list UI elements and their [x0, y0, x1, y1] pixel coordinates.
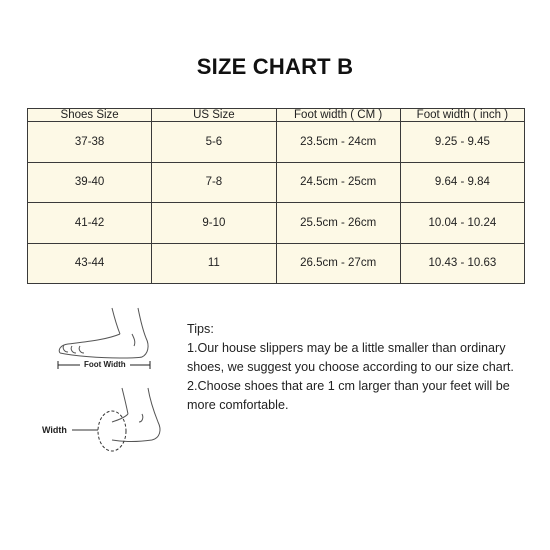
- size-chart-table: [27, 108, 525, 284]
- tips-line: 1.Our house slippers may be a little smaller than ordinary: [187, 341, 506, 355]
- cell-foot-width-inch: 9.25 - 9.45: [400, 122, 524, 163]
- tips-heading: Tips:: [187, 322, 214, 336]
- cell-foot-width-inch: 9.64 - 9.84: [400, 162, 524, 203]
- column-header-foot-width-inch: Foot width ( inch ): [400, 109, 524, 122]
- cell-shoes-size: 41-42: [28, 203, 152, 244]
- cell-foot-width-inch: 10.43 - 10.63: [400, 243, 524, 284]
- cell-shoes-size: 43-44: [28, 243, 152, 284]
- foot-width-label: Foot Width: [84, 360, 126, 369]
- tips-line: 2.Choose shoes that are 1 cm larger than your feet will be: [187, 379, 510, 393]
- table-row: [28, 122, 525, 163]
- column-header-foot-width-cm: Foot width ( CM ): [276, 109, 400, 122]
- cell-shoes-size: 39-40: [28, 162, 152, 203]
- foot-side-view-illustration: [72, 384, 172, 456]
- column-header-shoes-size: Shoes Size: [28, 109, 152, 122]
- cell-foot-width-cm: 24.5cm - 25cm: [276, 162, 400, 203]
- width-label: Width: [42, 425, 67, 435]
- tips-line: shoes, we suggest you choose according to our size chart.: [187, 360, 514, 374]
- cell-foot-width-cm: 23.5cm - 24cm: [276, 122, 400, 163]
- page-title: SIZE CHART B: [196, 54, 354, 79]
- tips-line: more comfortable.: [187, 398, 289, 412]
- table-row: [28, 203, 525, 244]
- cell-foot-width-cm: 25.5cm - 26cm: [276, 203, 400, 244]
- cell-us-size: 9-10: [152, 203, 276, 244]
- cell-us-size: 11: [152, 243, 276, 284]
- column-header-us-size: US Size: [152, 109, 276, 122]
- cell-foot-width-inch: 10.04 - 10.24: [400, 203, 524, 244]
- table-header-row: [28, 109, 525, 122]
- table-row: [28, 162, 525, 203]
- cell-shoes-size: 37-38: [28, 122, 152, 163]
- tips-section: [187, 320, 527, 415]
- cell-foot-width-cm: 26.5cm - 27cm: [276, 243, 400, 284]
- cell-us-size: 5-6: [152, 122, 276, 163]
- cell-us-size: 7-8: [152, 162, 276, 203]
- table-row: [28, 243, 525, 284]
